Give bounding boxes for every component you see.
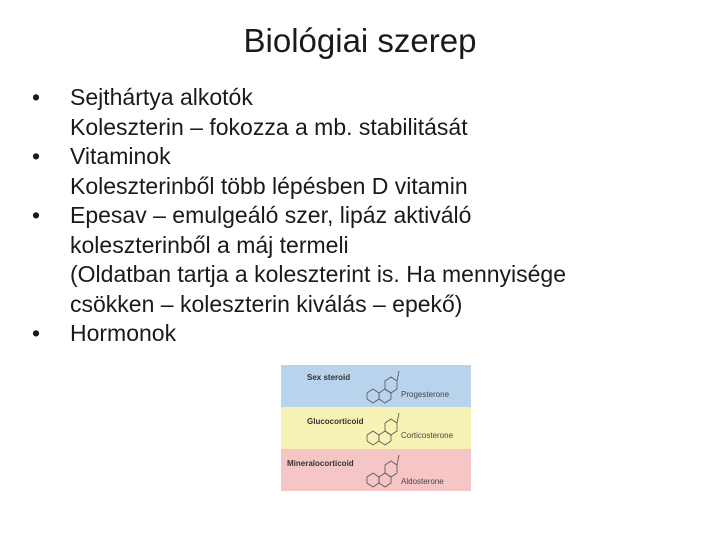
bullet-line: koleszterinből a máj termeli bbox=[70, 231, 349, 258]
bullet-item bbox=[32, 142, 702, 201]
bullet-line: (Oldatban tartja a koleszterint is. Ha mennyisége bbox=[70, 261, 567, 287]
bullet-line: Vitaminok bbox=[70, 143, 171, 169]
compound-label: Corticosterone bbox=[401, 431, 454, 440]
steroid-hormone-figure bbox=[281, 365, 471, 491]
bullet-item bbox=[32, 83, 702, 142]
bullet-marker: • bbox=[32, 84, 41, 110]
bullet-marker: • bbox=[32, 202, 41, 228]
bullet-list bbox=[32, 83, 702, 349]
class-label: Mineralocorticoid bbox=[287, 459, 354, 468]
progesterone-structure-icon bbox=[363, 367, 403, 405]
bullet-line: Epesav – emulgeáló szer, lipáz aktiváló bbox=[70, 202, 472, 228]
bullet-marker: • bbox=[32, 143, 41, 169]
slide-title: Biológiai szerep bbox=[243, 22, 477, 59]
bullet-line: Hormonok bbox=[70, 320, 177, 346]
bullet-item bbox=[32, 319, 702, 349]
compound-label: Progesterone bbox=[401, 390, 450, 399]
bullet-line: Koleszterin – fokozza a mb. stabilitását bbox=[70, 113, 468, 140]
glucocorticoid-band bbox=[281, 407, 471, 449]
aldosterone-structure-icon bbox=[363, 451, 403, 489]
class-label: Sex steroid bbox=[307, 373, 351, 382]
bullet-marker: • bbox=[32, 320, 41, 346]
corticosterone-structure-icon bbox=[363, 409, 403, 447]
bullet-line: Sejthártya alkotók bbox=[70, 84, 253, 110]
mineralocorticoid-band bbox=[281, 449, 471, 491]
bullet-line: Koleszterinből több lépésben D vitamin bbox=[70, 172, 468, 199]
class-label: Glucocorticoid bbox=[307, 417, 364, 426]
sex-steroid-band bbox=[281, 365, 471, 407]
bullet-line: csökken – koleszterin kiválás – epekő) bbox=[70, 290, 463, 317]
compound-label: Aldosterone bbox=[401, 477, 444, 486]
bullet-item bbox=[32, 201, 702, 319]
